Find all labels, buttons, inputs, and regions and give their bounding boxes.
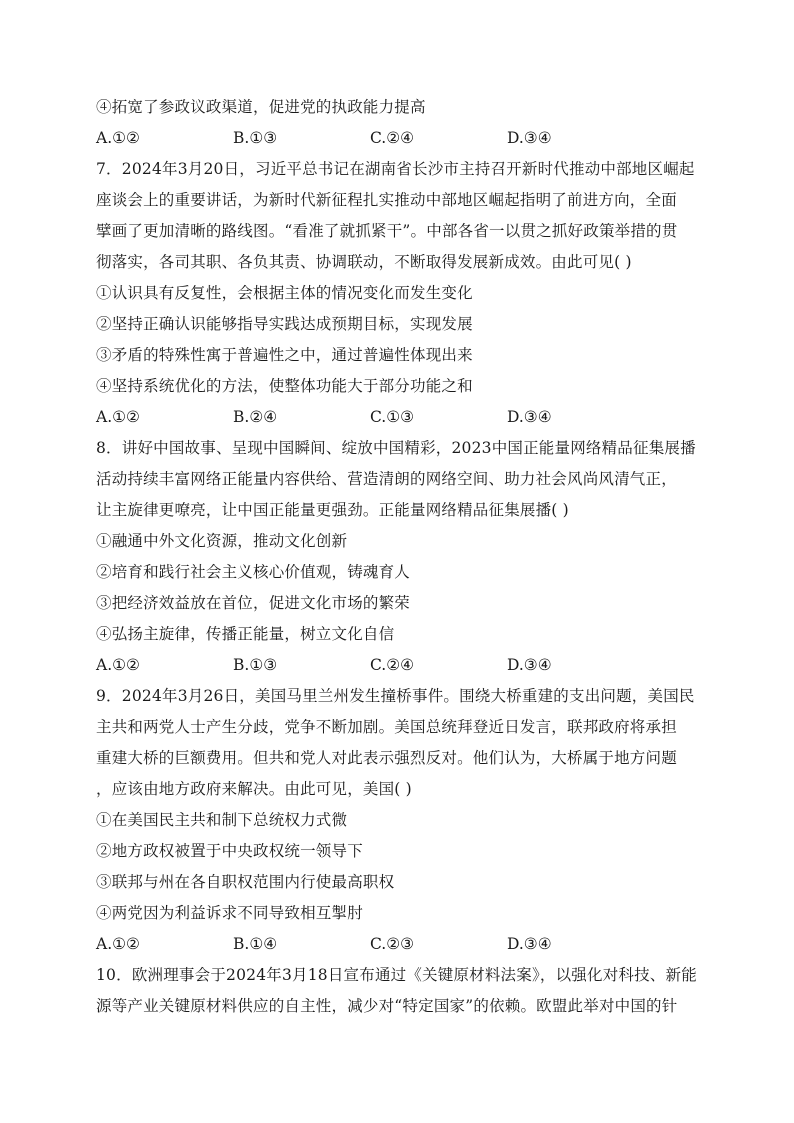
q9-stem-line-3: 重建大桥的巨额费用。但共和党人对此表示强烈反对。他们认为，大桥属于地方问题 <box>96 749 677 767</box>
q8-option-4: ④弘扬主旋律，传播正能量，树立文化自信 <box>96 625 395 643</box>
q6-choice-d: D.③④ <box>507 129 552 147</box>
q6-option-4: ④拓宽了参政议政渠道，促进党的执政能力提高 <box>96 98 426 116</box>
q9-choice-b: B.①④ <box>233 935 278 953</box>
q8-stem-line-2: 活动持续丰富网络正能量内容供给、营造清朗的网络空间、助力社会风尚风清气正， <box>96 470 677 488</box>
q7-option-1: ①认识具有反复性，会根据主体的情况变化而发生变化 <box>96 284 473 302</box>
q8-choices <box>96 650 702 681</box>
q8-choice-b: B.①③ <box>233 656 278 674</box>
q7-choice-d: D.③④ <box>507 408 552 426</box>
q9-choice-d: D.③④ <box>507 935 552 953</box>
q9-option-2: ②地方政权被置于中央政权统一领导下 <box>96 842 363 860</box>
q8-stem-line-1: 8．讲好中国故事、呈现中国瞬间、绽放中国精彩，2023中国正能量网络精品征集展播 <box>96 439 696 457</box>
q8-option-3: ③把经济效益放在首位，促进文化市场的繁荣 <box>96 594 411 612</box>
q7-stem-line-3: 擘画了更加清晰的路线图。“看准了就抓紧干”。中部各省一以贯之抓好政策举措的贯 <box>96 222 678 240</box>
q9-option-4: ④两党因为利益诉求不同导致相互掣肘 <box>96 904 363 922</box>
q8-option-2: ②培育和践行社会主义核心价值观，铸魂育人 <box>96 563 411 581</box>
q8-stem-line-3: 让主旋律更嘹亮，让中国正能量更强劲。正能量网络精品征集展播( ) <box>96 501 569 519</box>
q7-stem-line-1: 7．2024年3月20日，习近平总书记在湖南省长沙市主持召开新时代推动中部地区崛起 <box>96 160 695 178</box>
q9-stem-line-1: 9．2024年3月26日，美国马里兰州发生撞桥事件。围绕大桥重建的支出问题，美国民 <box>96 687 695 705</box>
q6-choices <box>96 123 702 154</box>
q7-choice-c: C.①③ <box>370 408 415 426</box>
q7-option-4: ④坚持系统优化的方法，使整体功能大于部分功能之和 <box>96 377 473 395</box>
q7-option-2: ②坚持正确认识能够指导实践达成预期目标，实现发展 <box>96 315 473 333</box>
q7-option-3: ③矛盾的特殊性寓于普遍性之中，通过普遍性体现出来 <box>96 346 473 364</box>
q9-option-3: ③联邦与州在各自职权范围内行使最高职权 <box>96 873 395 891</box>
q9-stem-line-4: ，应该由地方政府来解决。由此可见，美国( ) <box>96 780 412 798</box>
q6-choice-a: A.①② <box>96 129 140 147</box>
q10-stem-line-2: 源等产业关键原材料供应的自主性，减少对“特定国家”的依赖。欧盟此举对中国的针 <box>96 997 678 1015</box>
q7-stem-line-4: 彻落实，各司其职、各负其责、协调联动，不断取得发展新成效。由此可见( ) <box>96 253 632 271</box>
q7-choice-b: B.②④ <box>233 408 278 426</box>
q9-choices <box>96 929 702 960</box>
q9-choice-a: A.①② <box>96 935 140 953</box>
q8-option-1: ①融通中外文化资源，推动文化创新 <box>96 532 348 550</box>
q8-choice-d: D.③④ <box>507 656 552 674</box>
q8-choice-c: C.②④ <box>370 656 415 674</box>
exam-page <box>96 92 702 1022</box>
q7-stem-line-2: 座谈会上的重要讲话，为新时代新征程扎实推动中部地区崛起指明了前进方向，全面 <box>96 191 677 209</box>
q9-stem-line-2: 主共和两党人士产生分歧，党争不断加剧。美国总统拜登近日发言，联邦政府将承担 <box>96 718 677 736</box>
q9-option-1: ①在美国民主共和制下总统权力式微 <box>96 811 348 829</box>
q10-stem-line-1: 10．欧洲理事会于2024年3月18日宣布通过《关键原材料法案》，以强化对科技、新能 <box>96 966 697 984</box>
q7-choices <box>96 402 702 433</box>
q8-choice-a: A.①② <box>96 656 140 674</box>
q6-choice-b: B.①③ <box>233 129 278 147</box>
q7-choice-a: A.①② <box>96 408 140 426</box>
q6-choice-c: C.②④ <box>370 129 415 147</box>
q9-choice-c: C.②③ <box>370 935 415 953</box>
